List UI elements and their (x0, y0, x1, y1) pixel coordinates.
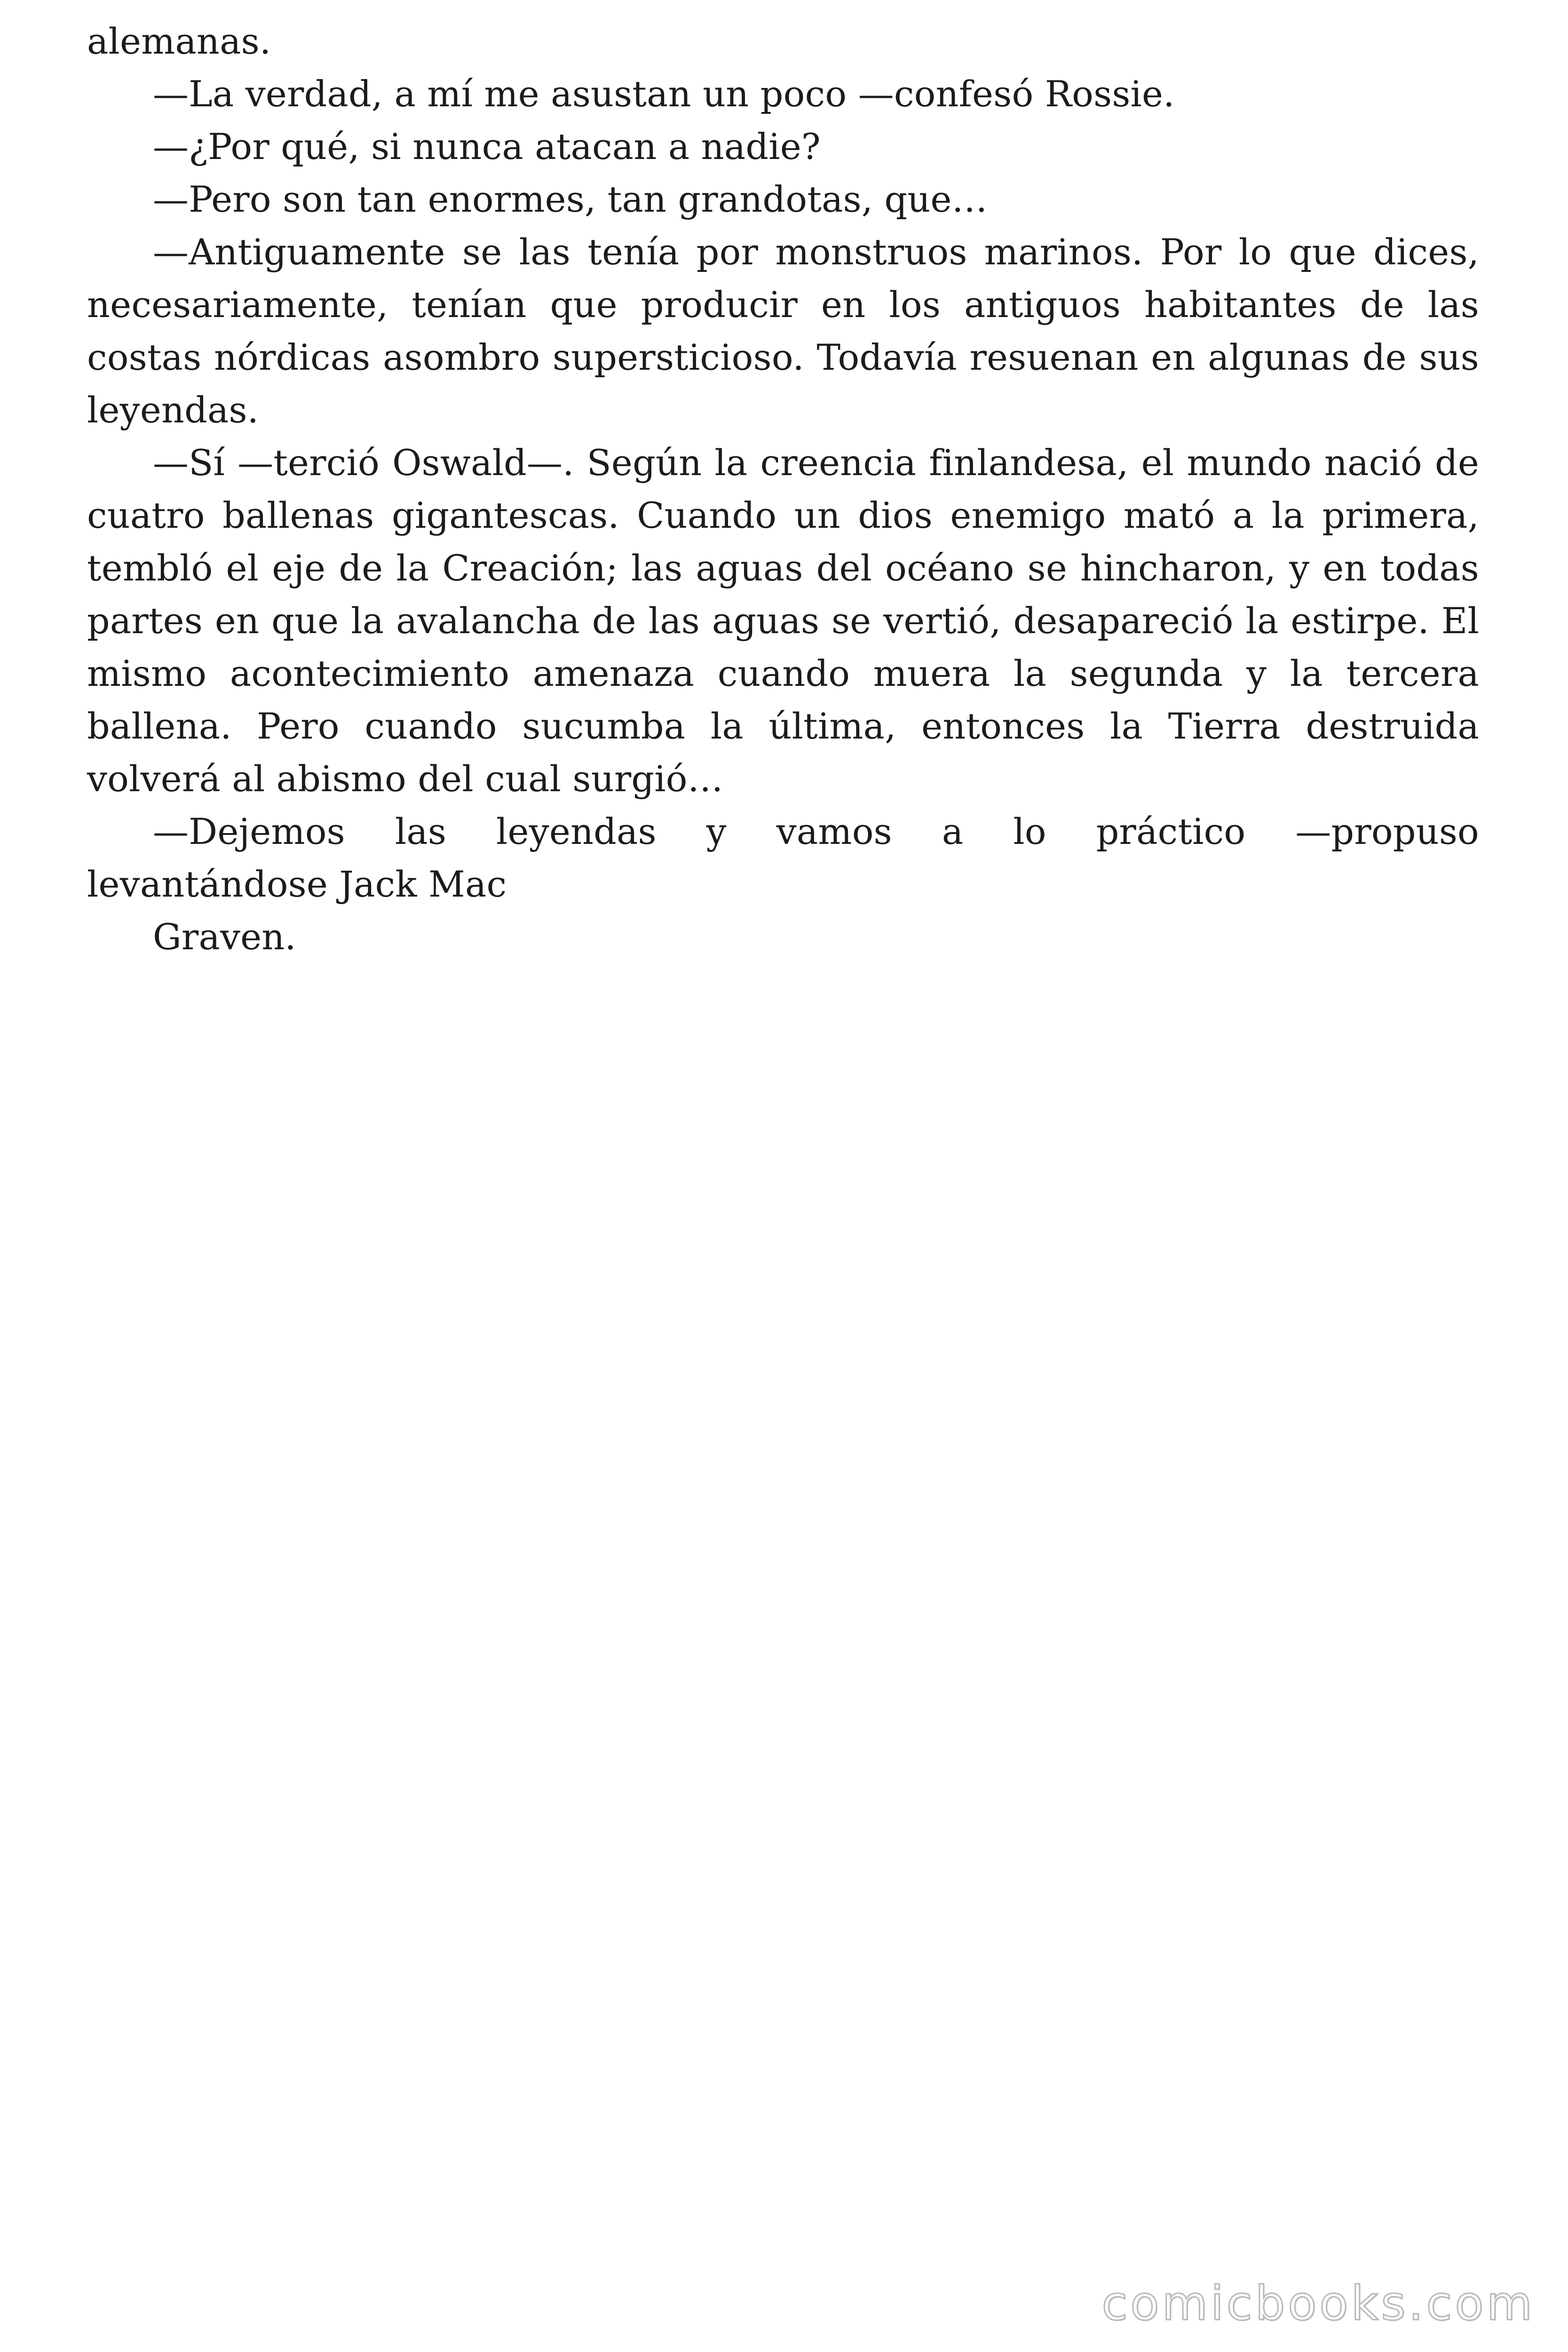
dialogue-paragraph: —Antiguamente se las tenía por monstruos marinos. Por lo que dices, necesariamente, tenían que producir en los antiguos habitantes de las costas nórdicas asombro supersticioso. Todavía resuenan en algunas de sus leyendas. (87, 231, 1479, 431)
dialogue-paragraph: —Pero son tan enormes, tan grandotas, que… (153, 178, 988, 220)
dialogue-paragraph: —Sí —terció Oswald—. Según la creencia finlandesa, el mundo nació de cuatro ballenas gigantescas. Cuando un dios enemigo mató a la primera, tembló el eje de la Creación; las aguas del océano se hincharon, y en todas partes en que la avalancha de las aguas se vertió, desapareció la estirpe. El mismo acontecimiento amenaza cuando muera la segunda y la tercera ballena. Pero cuando sucumba la última, entonces la Tierra destruida volverá al abismo del cual surgió… (87, 442, 1479, 800)
watermark-text: comicbooks.com (1101, 2276, 1535, 2331)
dialogue-paragraph: —¿Por qué, si nunca atacan a nadie? (153, 126, 821, 167)
dialogue-paragraph-end: Graven. (153, 916, 296, 958)
book-page-text (87, 15, 1479, 963)
paragraph-continuation: alemanas. (87, 20, 271, 62)
dialogue-paragraph-continued: levantándose Jack Mac (87, 863, 507, 905)
dialogue-paragraph: —La verdad, a mí me asustan un poco —confesó Rossie. (153, 73, 1175, 115)
dialogue-paragraph: —Dejemos las leyendas y vamos a lo práctico —propuso (153, 810, 1479, 852)
